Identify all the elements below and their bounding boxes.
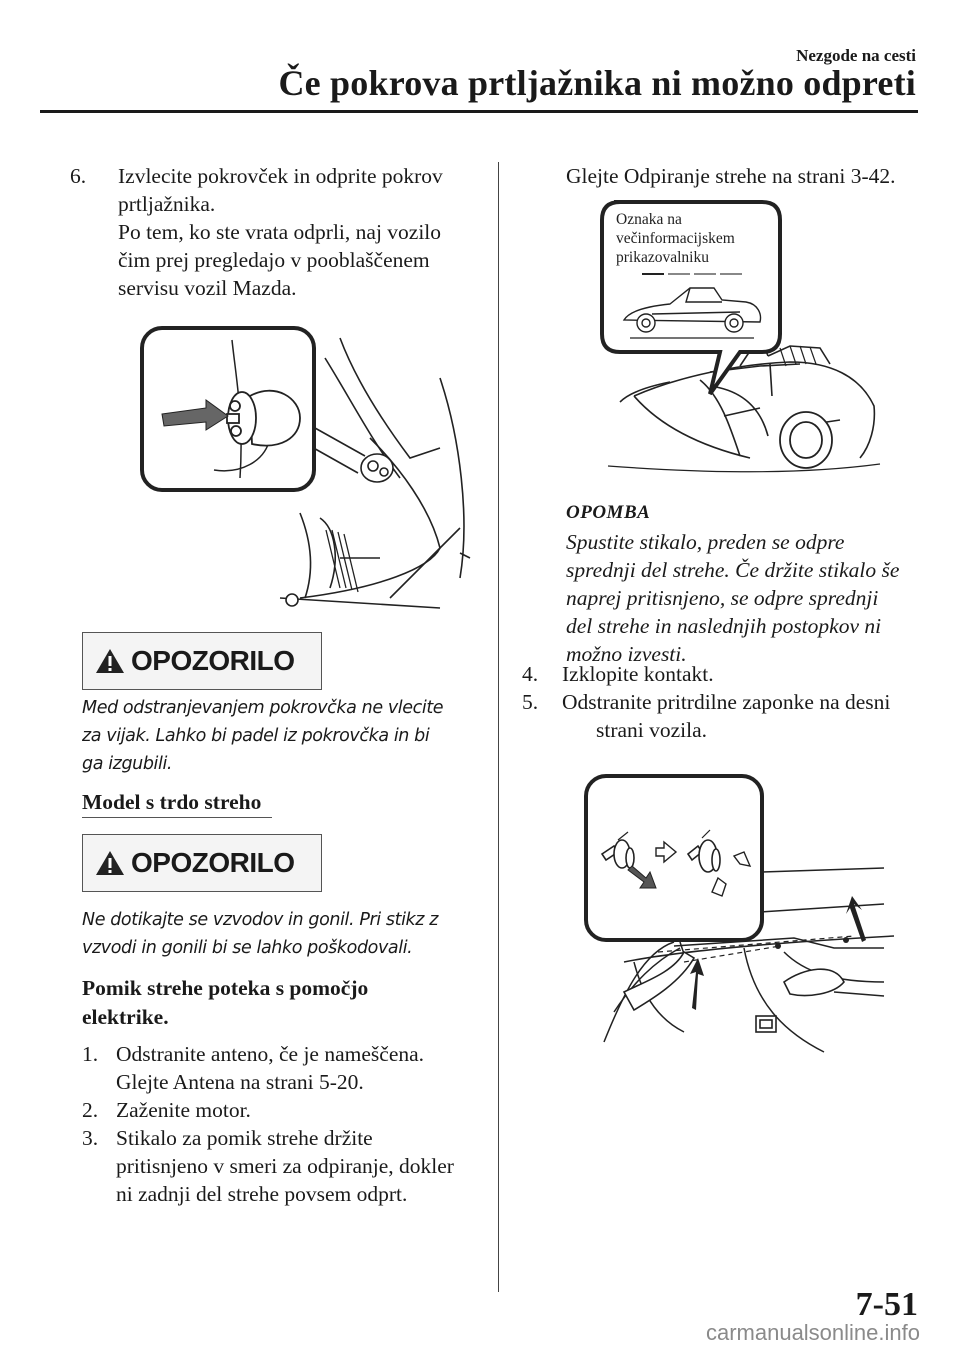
step-2 xyxy=(82,1096,492,1124)
display-indicator-illustration xyxy=(590,196,890,476)
step-number: 3. xyxy=(82,1126,99,1150)
bold-line: Pomik strehe poteka s pomočjo xyxy=(82,976,369,1000)
note-header: OPOMBA xyxy=(566,502,651,523)
page-title: Če pokrova prtljažnika ni možno odpreti xyxy=(278,63,916,103)
warning-text xyxy=(82,694,482,778)
step-line: ni zadnji del strehe povsem odprt. xyxy=(116,1182,408,1206)
step-line: strani vozila. xyxy=(596,718,708,742)
step-line: Zaženite motor. xyxy=(116,1098,251,1122)
note-line: sprednji del strehe. Če držite stikalo še xyxy=(566,558,900,582)
subheading-rule xyxy=(82,817,272,818)
note-body xyxy=(566,528,926,668)
step-line: Stikalo za pomik strehe držite xyxy=(116,1126,373,1150)
step-line: čim prej pregledajo v pooblaščenem xyxy=(118,248,430,272)
section-label: Nezgode na cesti xyxy=(796,46,916,65)
note-line: možno izvesti. xyxy=(566,642,687,666)
warning-line: Med odstranjevanjem pokrovčka ne vlecite xyxy=(82,698,444,718)
subheading: Model s trdo streho xyxy=(82,790,262,814)
warning-line: vzvodi in gonili bi se lahko poškodovali. xyxy=(82,938,413,958)
step-line: Izklopite kontakt. xyxy=(562,662,714,686)
step-line: pritisnjeno v smeri za odpiranje, dokler xyxy=(116,1154,454,1178)
step-line: Po tem, ko ste vrata odprli, naj vozilo xyxy=(118,220,442,244)
bold-line: elektrike. xyxy=(82,1005,169,1029)
callout-line: prikazovalniku xyxy=(616,249,709,266)
column-divider xyxy=(498,162,499,1292)
warning-label: OPOZORILO xyxy=(131,645,295,676)
step-1 xyxy=(82,1040,492,1096)
note-line: naprej pritisnjeno, se odpre sprednji xyxy=(566,586,879,610)
warning-line: za vijak. Lahko bi padel iz pokrovčka in bi xyxy=(82,726,430,746)
callout-line: Oznaka na xyxy=(616,211,682,228)
watermark: carmanualsonline.info xyxy=(705,1320,920,1345)
header-rule xyxy=(40,110,918,113)
step-line: Glejte Antena na strani 5-20. xyxy=(116,1070,364,1094)
warning-icon xyxy=(95,849,125,877)
step-number: 6. xyxy=(70,164,87,188)
warning-text xyxy=(82,906,482,962)
clip-removal-illustration xyxy=(584,772,900,1062)
warning-line: Ne dotikajte se vzvodov in gonil. Pri stikz z xyxy=(82,910,439,930)
step-3 xyxy=(82,1124,492,1208)
step-line: Odstranite anteno, če je nameščena. xyxy=(116,1042,425,1066)
step-number: 5. xyxy=(522,690,539,714)
warning-icon xyxy=(95,647,125,675)
step-4 xyxy=(522,660,932,688)
step-number: 1. xyxy=(82,1042,99,1066)
step-number: 2. xyxy=(82,1098,99,1122)
step-number: 4. xyxy=(522,662,539,686)
page-number: 7-51 xyxy=(855,1286,918,1323)
step-line: Izvlecite pokrovček in odprite pokrov xyxy=(118,164,443,188)
callout-line: večinformacijskem xyxy=(616,230,735,247)
note-line: Spustite stikalo, preden se odpre xyxy=(566,530,845,554)
warning-badge xyxy=(82,834,322,892)
step-line: Odstranite pritrdilne zaponke na desni xyxy=(562,690,891,714)
step-line: prtljažnika. xyxy=(118,192,216,216)
step-5 xyxy=(522,688,932,744)
warning-label: OPOZORILO xyxy=(131,847,295,878)
warning-line: ga izgubili. xyxy=(82,754,173,774)
cap-removal-illustration xyxy=(140,318,490,618)
step-line: servisu vozil Mazda. xyxy=(118,276,297,300)
note-line: del strehe in naslednjih postopkov ni xyxy=(566,614,882,638)
step-6 xyxy=(70,162,490,302)
warning-badge xyxy=(82,632,322,690)
bold-paragraph xyxy=(82,974,368,1032)
reference-line: Glejte Odpiranje strehe na strani 3-42. xyxy=(566,164,896,188)
